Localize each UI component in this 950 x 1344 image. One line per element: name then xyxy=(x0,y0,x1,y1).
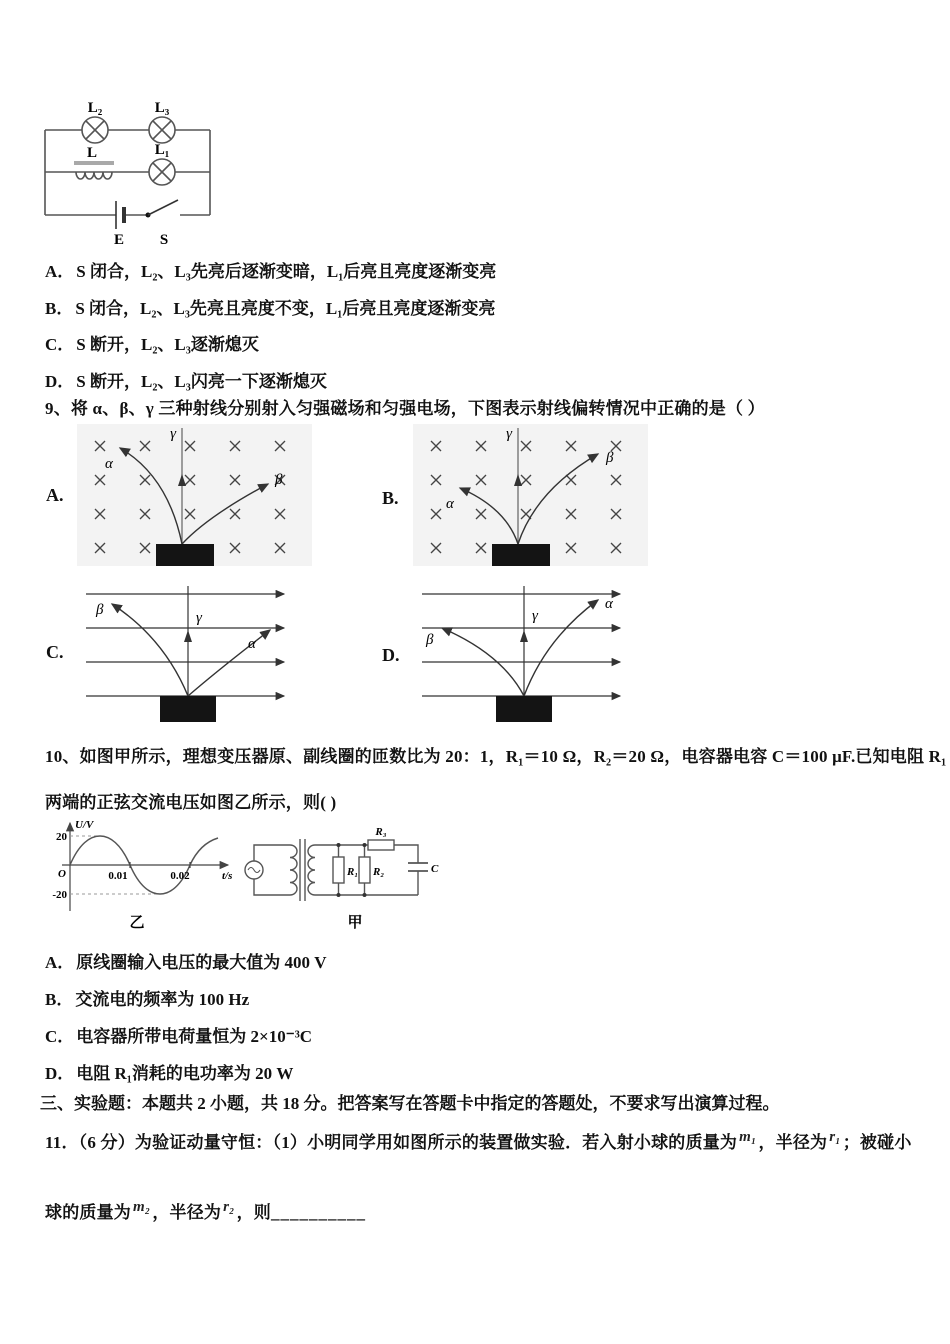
label-L2: L₂ xyxy=(87,100,103,116)
resistor-R3-icon xyxy=(368,840,394,850)
beta-label: β xyxy=(275,472,283,488)
label-C: C xyxy=(431,863,439,875)
q8-option-b-text: S 闭合，L₂、L₃先亮且亮度不变，L₁后亮且亮度逐渐变亮 xyxy=(75,299,496,318)
alpha-label: α xyxy=(605,596,613,612)
primary-coil-icon xyxy=(290,845,297,895)
q9-option-a-letter: A. xyxy=(46,485,64,505)
q10-option-b xyxy=(45,985,249,1010)
label-R2: R₂ xyxy=(373,866,385,878)
transformer-core xyxy=(300,839,305,901)
secondary-circuit xyxy=(308,840,428,895)
gamma-label: γ xyxy=(170,426,176,442)
radioactive-source-block xyxy=(156,544,214,566)
q11-line2-text1: 球的质量为 xyxy=(45,1203,131,1222)
label-R1: R₁ xyxy=(347,866,359,878)
capacitor-icon xyxy=(408,863,428,871)
q9-diagram-a-magnetic-field xyxy=(72,424,337,566)
ylabel: U/V xyxy=(75,819,94,831)
q10-question-line1: 10、如图甲所示，理想变压器原、副线圈的匝数比为 20：1，R₁＝10 Ω，R₂＝20 Ω，电容器电容 C＝100 μF.已知电阻 R₁ xyxy=(45,747,947,766)
ac-source-icon xyxy=(248,868,260,873)
figure-jia-caption: 甲 xyxy=(347,915,363,930)
field-lines-right xyxy=(422,594,620,696)
q9-diagram-c-electric-field xyxy=(72,582,337,724)
alpha-label: α xyxy=(446,496,454,512)
q11-line1-text1: 11．（6 分）为验证动量守恒：（1）小明同学用如图所示的装置做实验．若入射小球的质量为 xyxy=(45,1133,738,1152)
q11-line2 xyxy=(45,1198,366,1223)
radioactive-source-block xyxy=(492,544,550,566)
radioactive-source-block xyxy=(496,696,552,722)
section-3-header: 三、实验题：本题共 2 小题，共 18 分。把答案写在答题卡中指定的答题处，不要求写出演算过程。 xyxy=(40,1094,780,1113)
label-L3: L₃ xyxy=(154,100,170,116)
alpha-label: α xyxy=(105,456,113,472)
q8-option-d-letter: D． xyxy=(45,372,75,391)
alpha-ray-path xyxy=(188,630,270,696)
primary-loop xyxy=(245,845,297,895)
q9-option-b-letter: B. xyxy=(382,488,399,508)
q11-formula-m1: m₁ xyxy=(739,1129,757,1145)
beta-label: β xyxy=(606,450,614,466)
q8-option-d-text: S 断开，L₂、L₃闪亮一下逐渐熄灭 xyxy=(76,372,327,391)
beta-label: β xyxy=(96,602,104,618)
q10-option-c xyxy=(45,1022,312,1047)
q10-option-d xyxy=(45,1059,293,1084)
q10-voltage-graph xyxy=(42,815,237,930)
q10-option-a-letter: A． xyxy=(45,953,75,972)
q11-formula-r2: r₂ xyxy=(223,1199,235,1215)
q8-option-d xyxy=(45,367,327,392)
label-L1: L₁ xyxy=(154,142,170,158)
switch-icon xyxy=(146,200,179,218)
xlabel: t/s xyxy=(222,870,233,882)
lamp-L1-icon xyxy=(149,159,175,185)
q10-option-a xyxy=(45,948,327,973)
figure-yi-caption: 乙 xyxy=(129,915,145,930)
q9-question: 9、将 α、β、γ 三种射线分别射入匀强磁场和匀强电场，下图表示射线偏转情况中正确的是（ ） xyxy=(45,399,765,418)
battery-icon xyxy=(116,201,124,229)
q10-question-line2: 两端的正弦交流电压如图乙所示，则( ) xyxy=(45,793,337,812)
circuit-wires xyxy=(45,130,210,215)
q10-option-b-letter: B． xyxy=(45,990,74,1009)
q10-transformer-circuit xyxy=(240,815,440,930)
q8-option-c-text: S 断开，L₂、L₃逐渐熄灭 xyxy=(76,335,259,354)
q10-option-c-letter: C． xyxy=(45,1027,75,1046)
q10-option-c-text: 电容器所带电荷量恒为 2×10⁻³C xyxy=(76,1027,313,1046)
origin-label: O xyxy=(58,868,66,880)
gamma-arrowhead xyxy=(184,630,192,642)
ymax-label: 20 xyxy=(56,831,67,843)
q8-option-c-letter: C． xyxy=(45,335,75,354)
gamma-label: γ xyxy=(532,608,538,624)
q9-option-d-letter: D. xyxy=(382,645,400,665)
q9-diagram-d-electric-field xyxy=(408,582,673,724)
q8-option-c xyxy=(45,330,259,355)
q11-line1-text3: ；被碰小 xyxy=(842,1133,912,1152)
q9-diagram-b-magnetic-field xyxy=(408,424,673,566)
t1-label: 0.01 xyxy=(108,870,128,882)
gamma-arrowhead xyxy=(520,630,528,642)
radioactive-source-block xyxy=(160,696,216,722)
q11-formula-m2: m₂ xyxy=(133,1199,151,1215)
q10-option-a-text: 原线圈输入电压的最大值为 400 V xyxy=(76,953,327,972)
beta-label: β xyxy=(426,632,434,648)
gamma-label: γ xyxy=(196,610,202,626)
q8-option-a-letter: A． xyxy=(45,262,75,281)
q8-option-b-letter: B． xyxy=(45,299,74,318)
q8-circuit-diagram xyxy=(40,90,225,248)
t2-label: 0.02 xyxy=(170,870,190,882)
q8-option-a-text: S 闭合，L₂、L₃先亮后逐渐变暗，L₁后亮且亮度逐渐变亮 xyxy=(76,262,497,281)
inductor-icon xyxy=(74,161,114,179)
label-R3: R₃ xyxy=(375,826,387,838)
q10-option-d-letter: D． xyxy=(45,1064,75,1083)
resistor-R2-icon xyxy=(359,857,370,883)
label-S: S xyxy=(159,232,169,248)
q11-line2-text3: ，则 xyxy=(236,1203,271,1222)
q11-answer-blank: __________ xyxy=(271,1203,366,1222)
alpha-label: α xyxy=(248,636,256,652)
q9-option-c-letter: C. xyxy=(46,642,64,662)
secondary-coil-icon xyxy=(308,845,315,895)
q10-option-b-text: 交流电的频率为 100 Hz xyxy=(75,990,250,1009)
label-E: E xyxy=(113,232,125,248)
q8-option-a xyxy=(45,257,496,282)
ymin-label: -20 xyxy=(52,889,67,901)
gamma-label: γ xyxy=(506,426,512,442)
label-L: L xyxy=(86,145,98,161)
q11-formula-r1: r₁ xyxy=(829,1129,841,1145)
q11-line1 xyxy=(45,1128,912,1153)
q11-line2-text2: ，半径为 xyxy=(152,1203,222,1222)
lamp-L2-icon xyxy=(82,117,108,143)
q8-option-b xyxy=(45,294,495,319)
lamp-L3-icon xyxy=(149,117,175,143)
q10-option-d-text: 电阻 R₁消耗的电功率为 20 W xyxy=(76,1064,294,1083)
q11-line1-text2: ，半径为 xyxy=(758,1133,828,1152)
resistor-R1-icon xyxy=(333,857,344,883)
beta-ray-path xyxy=(112,604,188,696)
